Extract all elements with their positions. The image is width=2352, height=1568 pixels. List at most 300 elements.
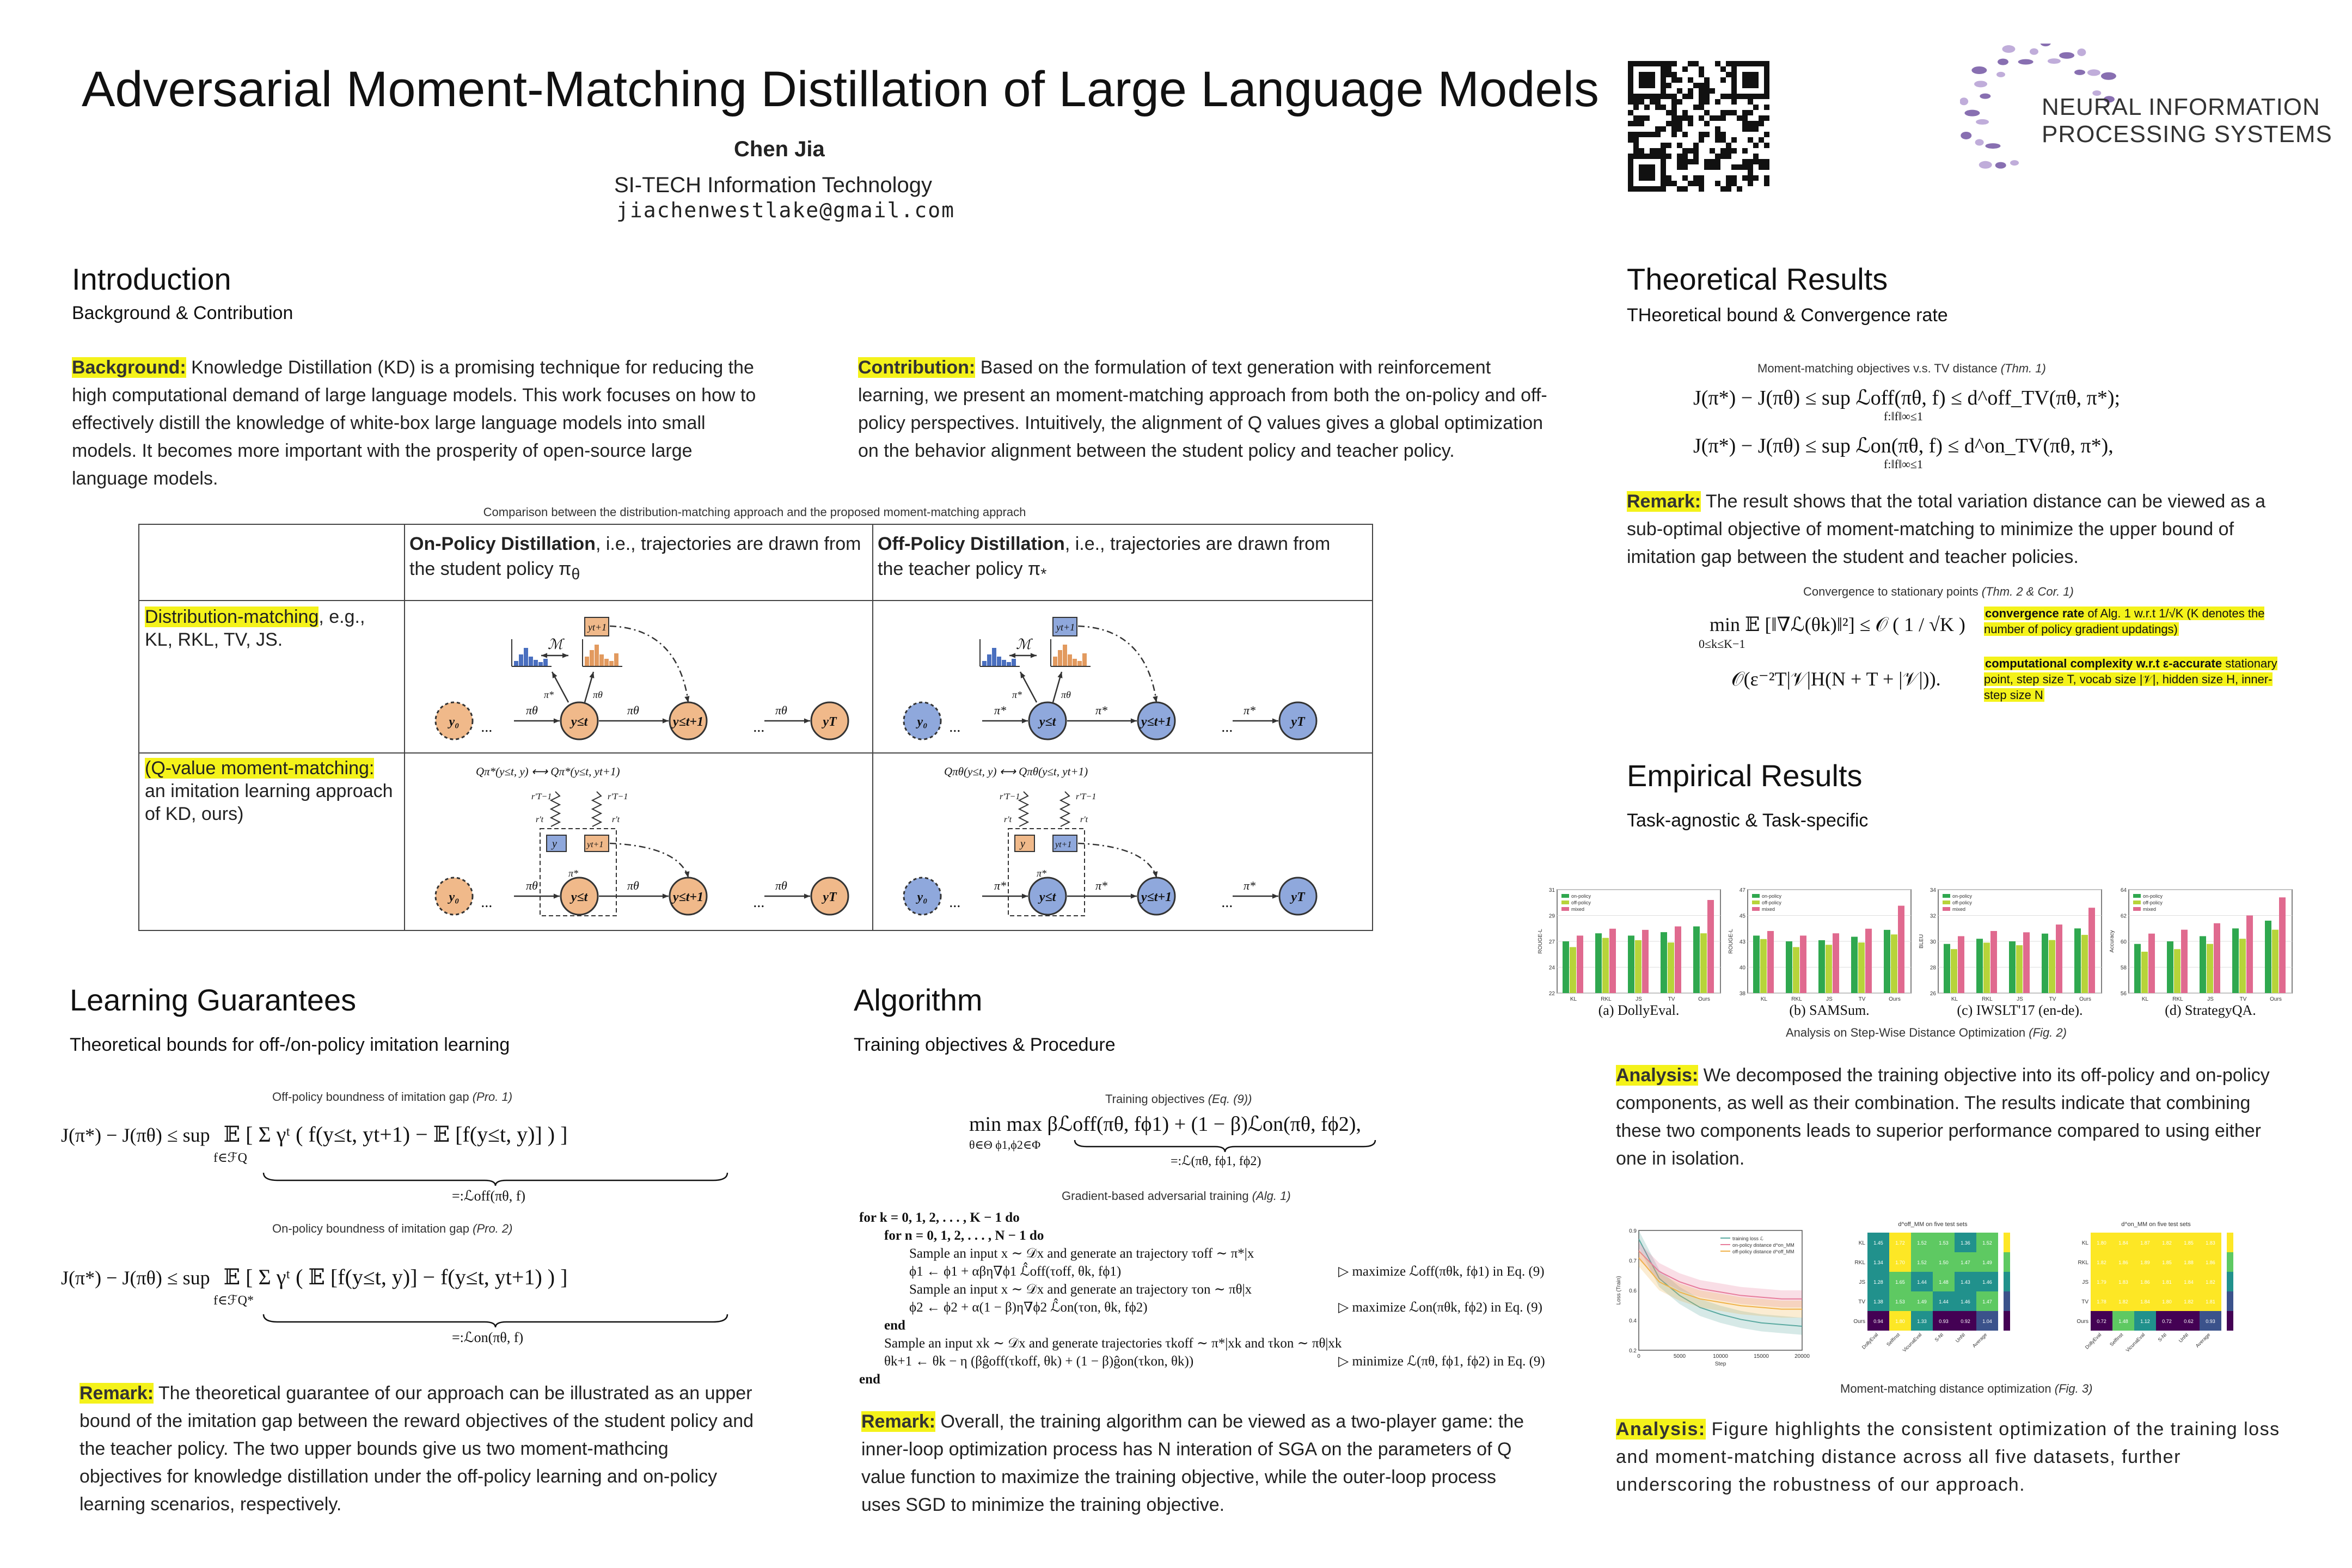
logo-line-2: PROCESSING SYSTEMS <box>2042 121 2332 148</box>
heatmap-cell-value: 1.82 <box>2206 1279 2215 1285</box>
bar <box>2009 941 2016 993</box>
x-tick-label: 20000 <box>1794 1353 1810 1359</box>
background-paragraph <box>72 354 769 493</box>
moment-matching-figure <box>1612 1220 2287 1377</box>
objective-equation: min max βℒoff(πθ, fϕ1) + (1 − β)ℒon(πθ, fϕ2), <box>969 1113 1361 1136</box>
heatmap-title: d^off_MM on five test sets <box>1898 1221 1968 1228</box>
thm2-caption <box>1803 585 2074 599</box>
heatmap-cell-value: 1.88 <box>2184 1260 2194 1265</box>
svg-text:y≤t: y≤t <box>1039 890 1056 904</box>
theory-remark-text: The result shows that the total variation distance can be viewed as a sub-optimal objective of moment-matching to minimize the upper bound of imitation gap between the student and teacher policies. <box>1627 491 2266 567</box>
svg-text:π*: π* <box>1244 703 1256 717</box>
y-tick-label: 43 <box>1739 939 1745 945</box>
svg-text:yT: yT <box>1291 890 1305 904</box>
svg-text:ℳ: ℳ <box>548 636 563 652</box>
bar <box>2016 945 2023 993</box>
svg-text:...: ... <box>950 719 961 736</box>
algorithm-line: for n = 0, 1, 2, . . . , N − 1 do <box>884 1228 1044 1243</box>
svg-text:Qπθ(y≤t, y) ⟷ Qπθ(y≤t, yt+1): Qπθ(y≤t, y) ⟷ Qπθ(y≤t, yt+1) <box>944 765 1088 778</box>
contribution-label: Contribution: <box>858 357 976 378</box>
y-tick-label: 60 <box>2120 939 2127 945</box>
note1-rest: of Alg. 1 w.r.t 1/√K (K denotes the number of policy gradient updatings) <box>1984 607 2265 636</box>
bar <box>1635 940 1641 993</box>
theory-heading: Theoretical Results <box>1627 262 1888 296</box>
svg-text:r'T−1: r'T−1 <box>1000 792 1020 801</box>
svg-text:r't: r't <box>612 815 620 824</box>
heatmap-cell-value: 1.80 <box>1895 1319 1905 1324</box>
heatmap-cell-value: 1.70 <box>1895 1260 1905 1265</box>
x-tick-label: JS <box>2017 996 2023 1002</box>
pro2-underbrace-label: =:ℒon(πθ, f) <box>452 1330 524 1345</box>
pro2-body: 𝔼 [ Σ γᵗ ( 𝔼 [f(y≤t, y)] − f(y≤t, yt+1) ) ] <box>223 1265 568 1289</box>
heatmap-row-label: RKL <box>2078 1260 2088 1266</box>
bar-chart-caption: (d) StrategyQA. <box>2165 1002 2256 1018</box>
bar <box>2246 916 2253 994</box>
svg-text:y₀: y₀ <box>917 715 928 729</box>
y-tick-label: 45 <box>1739 913 1745 920</box>
bar <box>2272 930 2278 993</box>
diagram-off-policy-moment <box>873 754 1371 929</box>
bar <box>1865 929 1872 993</box>
author-email[interactable]: jiachenwestlake@gmail.com <box>616 198 955 222</box>
algorithm-line: θk+1 ← θk − η (βĝoff(τkoff, θk) + (1 − β)ĝon(τkon, θk)) ▷ minimize ℒ(πθ, fϕ1, fϕ2) in Eq. (9) <box>859 1352 1512 1370</box>
algorithm-listing <box>859 1209 1545 1388</box>
bar <box>1951 949 1957 993</box>
y-tick-label: 56 <box>2120 991 2127 997</box>
legend-label: off-policy <box>1952 900 1972 905</box>
bar <box>2081 935 2088 993</box>
y-axis-label: BLEU <box>1919 934 1925 949</box>
bar <box>2167 941 2173 993</box>
comparison-table-caption: Comparison between the distribution-matching approach and the proposed moment-matching apprach <box>483 505 1026 519</box>
heatmap-col-label: S-NI <box>1933 1332 1945 1343</box>
bar <box>2200 936 2206 994</box>
thm2-caption-ref: (Thm. 2 & Cor. 1) <box>1981 585 2074 598</box>
bar-chart-caption: (a) DollyEval. <box>1598 1002 1680 1018</box>
theory-remark <box>1627 488 2286 571</box>
guarantees-remark-text: The theoretical guarantee of our approach can be illustrated as an upper bound of the imitation gap between the reward objectives of the student policy and the teacher policy. The two upper bounds give us two moment-mathcing objectives for knowledge distillation under the off-policy learning and on-policy learning scenarios, respectively. <box>79 1383 754 1515</box>
heatmap-0 <box>1853 1221 2010 1353</box>
pro2-caption-ref: (Pro. 2) <box>473 1222 513 1235</box>
svg-text:...: ... <box>481 719 493 736</box>
poster-title: Adversarial Moment-Matching Distillation of Large Language Models <box>82 62 1599 117</box>
x-tick-label: KL <box>1951 996 1958 1002</box>
legend-label: on-policy <box>2143 893 2163 899</box>
heatmap-cell-value: 1.53 <box>1895 1299 1905 1304</box>
svg-text:yT: yT <box>823 890 837 904</box>
col1-sub: θ <box>571 565 580 583</box>
pro1-sup-sub: f∈ℱQ <box>213 1151 247 1165</box>
diagram-on-policy-moment <box>405 754 872 929</box>
heatmap-col-label: DollyEval <box>1860 1332 1879 1350</box>
bar <box>1884 930 1890 993</box>
legend-swatch <box>1561 907 1569 911</box>
bar <box>2265 921 2271 993</box>
bar <box>1818 940 1825 993</box>
algorithm-comment: ▷ maximize ℒoff(πθk, fϕ1) in Eq. (9) <box>1338 1264 1545 1279</box>
bar <box>2074 928 2081 993</box>
x-tick-label: Ours <box>1698 996 1710 1002</box>
bar <box>1577 935 1583 993</box>
thm2-caption-text: Convergence to stationary points <box>1803 585 1979 598</box>
svg-text:y≤t: y≤t <box>1039 715 1056 729</box>
algorithm-subheading: Training objectives & Procedure <box>854 1034 1116 1055</box>
bar <box>1793 947 1799 993</box>
x-tick-label: Ours <box>1889 996 1901 1002</box>
empirical-heading: Empirical Results <box>1627 758 1863 793</box>
x-tick-label: 15000 <box>1754 1353 1769 1359</box>
svg-text:y≤t+1: y≤t+1 <box>672 715 704 729</box>
pro1-underbrace <box>261 1171 730 1187</box>
heatmap-cell-value: 0.94 <box>1873 1319 1883 1324</box>
algorithm-line: ϕ2 ← ϕ2 + α(1 − β)η∇ϕ2 ℒ̂on(τon, θk, fϕ2) ▷ maximize ℒon(πθk, fϕ2) in Eq. (9) <box>859 1298 1512 1316</box>
legend-swatch <box>1752 894 1760 898</box>
legend-label: off-policy <box>1571 900 1591 905</box>
heatmap-cell-value: 1.36 <box>1961 1240 1970 1246</box>
bar <box>1983 942 1990 993</box>
bar <box>1668 942 1674 993</box>
svg-text:yt+1: yt+1 <box>587 840 604 849</box>
svg-text:π*: π* <box>544 689 554 700</box>
x-tick-label: TV <box>1858 996 1866 1002</box>
fig2-caption-ref: (Fig. 2) <box>2029 1026 2067 1039</box>
svg-text:y₀: y₀ <box>449 890 460 904</box>
x-tick-label: RKL <box>1982 996 1993 1002</box>
y-tick-label: 27 <box>1548 939 1555 945</box>
heatmap-row-label: KL <box>2081 1240 2088 1246</box>
diagram-on-policy-distribution <box>405 601 872 752</box>
y-tick-label: 0.4 <box>1629 1318 1637 1324</box>
svg-text:π*: π* <box>1095 703 1108 717</box>
bar <box>1760 939 1767 993</box>
x-tick-label: JS <box>2207 996 2214 1002</box>
heatmap-row-label: JS <box>2082 1279 2088 1285</box>
row-header-distribution <box>145 605 395 651</box>
svg-text:π*: π* <box>568 868 579 879</box>
bar <box>2232 928 2239 993</box>
y-tick-label: 22 <box>1548 991 1555 997</box>
heatmap-cell-value: 1.86 <box>2206 1260 2215 1265</box>
heatmap-col-label: S-NI <box>2157 1332 2168 1343</box>
heatmap-row-label: TV <box>1858 1299 1865 1305</box>
legend-swatch <box>1752 901 1760 904</box>
logo-line-1: NEURAL INFORMATION <box>2042 94 2320 120</box>
bar <box>1675 927 1681 993</box>
heatmap-cell-value: 1.82 <box>2097 1260 2106 1265</box>
row1-hl: Distribution-matching <box>145 607 319 627</box>
heatmap-col-label: Average <box>2194 1332 2212 1349</box>
y-tick-label: 32 <box>1930 913 1936 920</box>
legend-label: mixed <box>1762 906 1775 912</box>
svg-text:...: ... <box>1222 894 1233 911</box>
svg-text:y≤t+1: y≤t+1 <box>1141 715 1172 729</box>
analysis1-label: Analysis: <box>1616 1065 1699 1086</box>
bar <box>1990 931 1997 993</box>
analysis2-label: Analysis: <box>1616 1419 1706 1440</box>
svg-text:πθ: πθ <box>526 703 538 717</box>
thm1-caption <box>1757 362 2046 376</box>
bar <box>1707 900 1714 993</box>
col1-rest: , i.e., trajectories are drawn from the student policy π <box>409 534 861 579</box>
heatmap-cell-value: 1.83 <box>2118 1279 2128 1285</box>
legend-swatch <box>2133 901 2141 904</box>
heatmap-cell-value: 1.46 <box>1982 1279 1992 1285</box>
heatmap-cell-value: 0.62 <box>2184 1319 2194 1324</box>
heatmap-cell-value: 1.46 <box>1961 1299 1970 1304</box>
heatmap-cell-value: 1.53 <box>1939 1240 1949 1246</box>
pro2-caption-text: On-policy boundness of imitation gap <box>272 1222 469 1235</box>
algorithm-line: ϕ1 ← ϕ1 + αβη∇ϕ1 ℒ̂off(τoff, θk, fϕ1) ▷ maximize ℒoff(πθk, fϕ1) in Eq. (9) <box>859 1263 1512 1281</box>
heatmap-cell-value: 0.72 <box>2162 1319 2172 1324</box>
heatmap-col-label: SelfInst <box>2109 1332 2124 1347</box>
bar <box>1891 934 1897 993</box>
svg-text:yt+1: yt+1 <box>1055 840 1072 849</box>
heatmap-col-label: DollyEval <box>2084 1332 2103 1350</box>
heatmap-cell-value: 1.28 <box>1873 1279 1883 1285</box>
guarantees-subheading: Theoretical bounds for off-/on-policy imitation learning <box>70 1034 510 1055</box>
diagram-off-policy-distribution <box>873 601 1371 752</box>
convergence-equation: min 𝔼 [‖∇ℒ(θk)‖²] ≤ 𝒪 ( 1 / √K ) <box>1710 614 1965 635</box>
svg-text:Qπ*(y≤t, y) ⟷ Qπ*(y≤t, yt+1): Qπ*(y≤t, y) ⟷ Qπ*(y≤t, yt+1) <box>476 765 620 778</box>
x-tick-label: Ours <box>2270 996 2282 1002</box>
heatmap-cell-value: 1.84 <box>2184 1279 2194 1285</box>
col1-bold: On-Policy Distillation <box>409 534 596 554</box>
legend-swatch <box>1561 901 1569 904</box>
svg-text:y≤t: y≤t <box>571 715 588 729</box>
x-tick-label: RKL <box>2172 996 2183 1002</box>
legend-label: off-policy <box>1762 900 1781 905</box>
pro2-sup-sub: f∈ℱQ* <box>213 1294 254 1308</box>
empirical-subheading: Task-agnostic & Task-specific <box>1627 810 1869 831</box>
heatmap-cell-value: 0.72 <box>2097 1319 2106 1324</box>
svg-text:yt+1: yt+1 <box>588 622 607 633</box>
legend-label: off-policy distance d^off_MM <box>1732 1249 1794 1254</box>
heatmap-cell-value: 1.43 <box>1961 1279 1970 1285</box>
y-tick-label: 24 <box>1548 965 1555 971</box>
note2-bold: computational complexity w.r.t ε-accurate <box>1985 657 2222 670</box>
y-tick-label: 26 <box>1930 991 1936 997</box>
guarantees-remark <box>79 1380 755 1518</box>
row1-rest: , e.g., KL, RKL, TV, JS. <box>145 607 365 650</box>
col2-bold: Off-Policy Distillation <box>878 534 1065 554</box>
y-tick-label: 31 <box>1548 887 1555 893</box>
x-tick-label: 10000 <box>1713 1353 1728 1359</box>
bar-chart-caption: (b) SAMSum. <box>1789 1002 1870 1018</box>
heatmap-cell-value: 1.80 <box>2162 1299 2172 1304</box>
legend-swatch <box>1943 894 1950 898</box>
legend-label: off-policy <box>2143 900 2163 905</box>
fig2-caption <box>1786 1026 2067 1040</box>
heatmap-1 <box>2077 1221 2233 1353</box>
legend-label: mixed <box>1952 906 1966 912</box>
thm1-caption-text: Moment-matching objectives v.s. TV distance <box>1757 362 1998 375</box>
bar <box>2056 924 2062 993</box>
thm1-eq2-sub: f:‖f‖∞≤1 <box>1884 457 1923 471</box>
bar-chart-3 <box>2109 887 2292 1018</box>
y-axis-label: Accuracy <box>2109 930 2115 953</box>
svg-text:πθ: πθ <box>593 689 603 700</box>
svg-text:r'T−1: r'T−1 <box>1076 792 1097 801</box>
bar <box>2181 930 2188 993</box>
heatmap-row-label: RKL <box>1854 1260 1865 1266</box>
bar-chart-2 <box>1919 887 2102 1018</box>
legend-swatch <box>1752 907 1760 911</box>
legend-label: training loss ℒ <box>1732 1236 1764 1241</box>
analysis1-text: We decomposed the training objective into its off-policy and on-policy components, as well as their combination. The results indicate that combining these two components leads to superior performance compared to using either one in isolation. <box>1616 1065 2270 1169</box>
y-tick-label: 0.7 <box>1629 1258 1637 1264</box>
bar <box>1767 931 1774 993</box>
algorithm-line: Sample an input xk ∼ 𝒟x and generate trajectories τkoff ∼ π*|xk and τkon ∼ πθ|xk <box>884 1336 1342 1351</box>
svg-text:...: ... <box>481 894 493 911</box>
y-tick-label: 58 <box>2120 965 2127 971</box>
bar <box>1661 932 1667 993</box>
heatmap-cell-value: 0.92 <box>1961 1319 1970 1324</box>
bar <box>2134 944 2141 993</box>
bar <box>1602 938 1609 993</box>
contribution-text: Based on the formulation of text generation with reinforcement learning, we present an moment-matching approach from both the on-policy and off-policy perspectives. Intuitively, the alignment of Q values gives a global optimization on the behavior alignment between the student policy and teacher policy. <box>858 357 1547 461</box>
col2-rest: , i.e., trajectories are drawn from the teacher policy π <box>878 534 1331 579</box>
objective-underbrace <box>1073 1138 1377 1154</box>
pro1-underbrace-label: =:ℒoff(πθ, f) <box>452 1188 526 1204</box>
x-tick-label: JS <box>1826 996 1833 1002</box>
svg-text:π*: π* <box>1095 879 1108 892</box>
fig2-caption-text: Analysis on Step-Wise Distance Optimization <box>1786 1026 2026 1039</box>
svg-text:πθ: πθ <box>775 879 787 892</box>
bar <box>1851 937 1858 993</box>
legend-label: mixed <box>2143 906 2157 912</box>
row2-hl: (Q-value moment-matching: <box>145 758 375 779</box>
background-label: Background: <box>72 357 186 378</box>
heatmap-col-label: VicunaEval <box>1901 1332 1923 1353</box>
x-tick-label: TV <box>2239 996 2247 1002</box>
alg-caption-text: Gradient-based adversarial training <box>1062 1189 1249 1203</box>
heatmap-cell-value: 1.84 <box>2118 1240 2128 1246</box>
y-axis-label: ROUGE-L <box>1538 929 1543 954</box>
bar <box>1700 933 1707 993</box>
background-text: Knowledge Distillation (KD) is a promising technique for reducing the high computational demand of large language models. This work focuses on how to effectively distill the knowledge of white-box large language models into small models. It becomes more important with the prosperity of open-source large language models. <box>72 357 756 489</box>
bar <box>1693 927 1700 993</box>
svg-text:y: y <box>1020 838 1025 850</box>
author-name: Chen Jia <box>734 137 825 161</box>
heatmap-row-label: TV <box>2081 1299 2088 1305</box>
bar <box>1628 935 1634 993</box>
obj-caption-ref: (Eq. (9)) <box>1208 1092 1252 1106</box>
heatmap-cell-value: 1.83 <box>2206 1240 2215 1246</box>
y-tick-label: 38 <box>1739 991 1745 997</box>
svg-text:π*: π* <box>994 879 1007 892</box>
heatmap-cell-value: 1.47 <box>1982 1299 1992 1304</box>
algorithm-line: end <box>884 1318 905 1333</box>
svg-text:...: ... <box>754 719 765 736</box>
algorithm-remark-text: Overall, the training algorithm can be viewed as a two-player game: the inner-loop optimization process has N interation of SGA on the parameters of Q value function to maximize the training objective, while the outer-loop process uses SGD to minimize the training objective. <box>861 1411 1524 1515</box>
row-header-moment <box>145 757 395 825</box>
x-tick-label: RKL <box>1791 996 1802 1002</box>
bar <box>2141 952 2148 993</box>
x-tick-label: TV <box>1668 996 1675 1002</box>
objective-sub: θ∈Θ ϕ1,ϕ2∈Φ <box>969 1138 1041 1152</box>
note1-bold: convergence rate <box>1985 607 2085 620</box>
svg-text:πθ: πθ <box>775 703 787 717</box>
heatmap-title: d^on_MM on five test sets <box>2121 1221 2191 1228</box>
heatmap-cell-value: 1.65 <box>1895 1279 1905 1285</box>
col2-sub: * <box>1040 565 1047 583</box>
heatmap-cell-value: 1.86 <box>2118 1260 2128 1265</box>
bar <box>1958 936 1964 994</box>
y-tick-label: 62 <box>2120 913 2127 920</box>
pro1-lhs: J(π*) − J(πθ) ≤ sup <box>61 1124 210 1146</box>
fig3-caption-ref: (Fig. 3) <box>2054 1382 2093 1395</box>
x-tick-label: KL <box>2141 996 2149 1002</box>
legend-swatch <box>1561 894 1569 898</box>
heatmap-cell-value: 1.45 <box>1873 1240 1883 1246</box>
bar <box>1833 933 1839 993</box>
comparison-table <box>138 524 1373 931</box>
empirical-analysis-2 <box>1616 1416 2291 1499</box>
bar <box>1786 941 1792 993</box>
bar-charts-figure <box>1535 879 2308 1031</box>
pro1-caption-text: Off-policy boundness of imitation gap <box>272 1090 469 1104</box>
heatmap-cell-value: 1.34 <box>1873 1260 1883 1265</box>
bar <box>2174 949 2180 993</box>
theory-remark-label: Remark: <box>1627 491 1701 512</box>
bar <box>2207 944 2213 993</box>
thm1-caption-ref: (Thm. 1) <box>2000 362 2046 375</box>
bar <box>2279 897 2286 993</box>
heatmap-cell-value: 1.82 <box>2118 1299 2128 1304</box>
objective-underbrace-label: =:ℒ(πθ, fϕ1, fϕ2) <box>1171 1154 1261 1168</box>
heatmap-cell-value: 1.85 <box>2184 1240 2194 1246</box>
guarantees-heading: Learning Guarantees <box>70 983 357 1017</box>
heatmap-cell-value: 1.72 <box>1895 1240 1905 1246</box>
convergence-note <box>1984 607 2289 638</box>
thm1-eq1: J(π*) − J(πθ) ≤ sup ℒoff(πθ, f) ≤ d^off_TV(πθ, π*); <box>1693 387 2121 409</box>
bar <box>1563 941 1569 993</box>
fig3-caption-text: Moment-matching distance optimization <box>1840 1382 2051 1395</box>
bar <box>2088 908 2095 993</box>
heatmap-cell-value: 1.81 <box>2162 1279 2172 1285</box>
heatmap-col-label: UnNI <box>1954 1332 1967 1344</box>
bar <box>1609 929 1616 993</box>
heatmap-cell-value: 1.48 <box>1939 1279 1949 1285</box>
heatmap-cell-value: 1.52 <box>1982 1240 1992 1246</box>
bar <box>1944 944 1950 993</box>
bar <box>1570 947 1576 993</box>
heatmap-cell-value: 1.78 <box>2097 1299 2106 1304</box>
complexity-note <box>1984 657 2289 704</box>
svg-text:r't: r't <box>1004 815 1012 824</box>
bar <box>1595 933 1602 993</box>
guarantees-remark-label: Remark: <box>79 1383 154 1404</box>
heatmap-cell-value: 1.12 <box>2140 1319 2150 1324</box>
complexity-equation: 𝒪(ε⁻²T|𝒱|H(N + T + |𝒱|)). <box>1731 668 1941 690</box>
bar <box>1753 935 1760 993</box>
note2-rest: stationary point, step size T, vocab size |𝒱|, hidden size H, inner-step size N <box>1984 657 2277 702</box>
alg-caption <box>1062 1189 1291 1203</box>
svg-text:r't: r't <box>1080 815 1088 824</box>
legend-swatch <box>1943 907 1950 911</box>
heatmap-cell-value: 1.52 <box>1917 1260 1927 1265</box>
heatmap-cell-value: 1.52 <box>1917 1240 1927 1246</box>
svg-text:y₀: y₀ <box>917 890 928 904</box>
heatmap-cell-value: 1.44 <box>1917 1279 1927 1285</box>
y-tick-label: 34 <box>1930 887 1936 893</box>
pro1-caption <box>272 1090 512 1104</box>
x-tick-label: 0 <box>1637 1353 1640 1359</box>
svg-text:yt+1: yt+1 <box>1056 622 1075 633</box>
qr-code-icon[interactable] <box>1628 61 1769 192</box>
bar <box>1642 930 1649 993</box>
svg-text:...: ... <box>754 894 765 911</box>
